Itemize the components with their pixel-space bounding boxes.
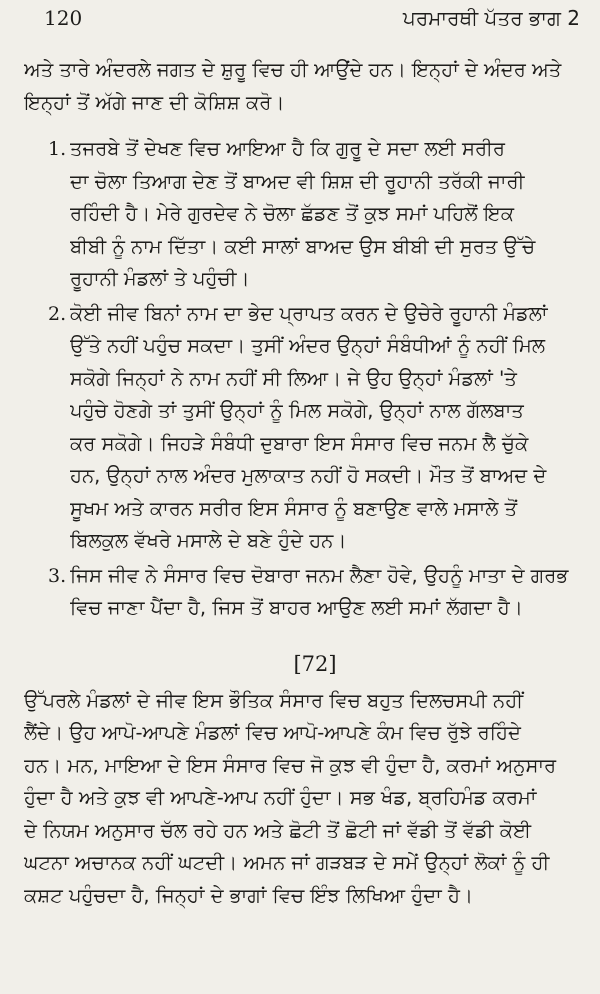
text-line: ਘਟਨਾ ਅਚਾਨਕ ਨਹੀਂ ਘਟਦੀ। ਅਮਨ ਜਾਂ ਗੜਬੜ ਦੇ ਸਮੇਂ ਉਨ੍ਹਾਂ ਲੋਕਾਂ ਨੂੰ ਹੀ xyxy=(24,851,550,874)
text-line: ਦੇ ਨਿਯਮ ਅਨੁਸਾਰ ਚੱਲ ਰਹੇ ਹਨ ਅਤੇ ਛੋਟੀ ਤੋਂ ਛੋਟੀ ਜਾਂ ਵੱਡੀ ਤੋਂ ਵੱਡੀ ਕੋਈ xyxy=(24,818,532,842)
text-line: ਉੱਪਰਲੇ ਮੰਡਲਾਂ ਦੇ ਜੀਵ ਇਸ ਭੌਤਿਕ ਸੰਸਾਰ ਵਿਚ ਬਹੁਤ ਦਿਲਚਸਪੀ ਨਹੀਂ xyxy=(24,688,524,712)
list-item-number: 1. xyxy=(48,138,67,160)
list-item xyxy=(24,298,580,558)
text-line: ਇਨ੍ਹਾਂ ਤੋਂ ਅੱਗੇ ਜਾਣ ਦੀ ਕੋਸ਼ਿਸ਼ ਕਰੋ। xyxy=(24,90,285,114)
running-title: ਪਰਮਾਰਥੀ ਪੱਤਰ ਭਾਗ 2 xyxy=(402,6,580,30)
text-line: ਕਰ ਸਕੋਗੇ। ਜਿਹੜੇ ਸੰਬੰਧੀ ਦੁਬਾਰਾ ਇਸ ਸੰਸਾਰ ਵਿਚ ਜਨਮ ਲੈ ਚੁੱਕੇ xyxy=(70,431,529,455)
page-header xyxy=(44,4,580,34)
text-line: ਰਹਿੰਦੀ ਹੈ। ਮੇਰੇ ਗੁਰਦੇਵ ਨੇ ਚੋਲਾ ਛੱਡਣ ਤੋਂ ਕੁਝ ਸਮਾਂ ਪਹਿਲੋਂ ਇਕ xyxy=(70,202,515,225)
text-line: ਤਜਰਬੇ ਤੋਂ ਦੇਖਣ ਵਿਚ ਆਇਆ ਹੈ ਕਿ ਗੁਰੂ ਦੇ ਸਦਾ ਲਈ ਸਰੀਰ xyxy=(70,137,506,160)
text-line: ਉੱਤੇ ਨਹੀਂ ਪਹੁੰਚ ਸਕਦਾ। ਤੁਸੀਂ ਅੰਦਰ ਉਨ੍ਹਾਂ ਸੰਬੰਧੀਆਂ ਨੂੰ ਨਹੀਂ ਮਿਲ xyxy=(70,334,546,357)
closing-paragraph xyxy=(24,685,580,913)
intro-paragraph xyxy=(24,54,580,119)
text-line: ਹਨ, ਉਨ੍ਹਾਂ ਨਾਲ ਅੰਦਰ ਮੁਲਾਕਾਤ ਨਹੀਂ ਹੋ ਸਕਦੀ। ਮੌਤ ਤੋਂ ਬਾਅਦ ਦੇ xyxy=(70,464,547,487)
list-item-number: 3. xyxy=(48,564,67,587)
list-item xyxy=(24,560,580,625)
text-line: ਲੈਂਦੇ। ਉਹ ਆਪੋ-ਆਪਣੇ ਮੰਡਲਾਂ ਵਿਚ ਆਪੋ-ਆਪਣੇ ਕੰਮ ਵਿਚ ਰੁੱਝੇ ਰਹਿੰਦੇ xyxy=(24,721,521,744)
numbered-list xyxy=(24,133,580,625)
text-line: ਪਹੁੰਚੇ ਹੋਣਗੇ ਤਾਂ ਤੁਸੀਂ ਉਨ੍ਹਾਂ ਨੂੰ ਮਿਲ ਸਕੋਗੇ, ਉਨ੍ਹਾਂ ਨਾਲ ਗੱਲਬਾਤ xyxy=(70,399,524,422)
text-line: ਸੂਖਮ ਅਤੇ ਕਾਰਨ ਸਰੀਰ ਇਸ ਸੰਸਾਰ ਨੂੰ ਬਣਾਉਣ ਵਾਲੇ ਮਸਾਲੇ ਤੋਂ xyxy=(70,496,518,520)
text-line: ਜਿਸ ਜੀਵ ਨੇ ਸੰਸਾਰ ਵਿਚ ਦੋਬਾਰਾ ਜਨਮ ਲੈਣਾ ਹੋਵੇ, ਉਹਨੂੰ ਮਾਤਾ ਦੇ ਗਰਭ xyxy=(70,563,569,587)
text-line: ਕਸ਼ਟ ਪਹੁੰਚਦਾ ਹੈ, ਜਿਨ੍ਹਾਂ ਦੇ ਭਾਗਾਂ ਵਿਚ ਇੰਝ ਲਿਖਿਆ ਹੁੰਦਾ ਹੈ। xyxy=(24,883,474,907)
text-line: ਬੀਬੀ ਨੂੰ ਨਾਮ ਦਿੱਤਾ। ਕਈ ਸਾਲਾਂ ਬਾਅਦ ਉਸ ਬੀਬੀ ਦੀ ਸੁਰਤ ਉੱਚੇ xyxy=(70,234,536,258)
text-line: ਅਤੇ ਤਾਰੇ ਅੰਦਰਲੇ ਜਗਤ ਦੇ ਸ਼ੁਰੂ ਵਿਚ ਹੀ ਆਉਂਦੇ ਹਨ। ਇਨ੍ਹਾਂ ਦੇ ਅੰਦਰ ਅਤੇ xyxy=(24,58,562,81)
text-line: ਬਿਲਕੁਲ ਵੱਖਰੇ ਮਸਾਲੇ ਦੇ ਬਣੇ ਹੁੰਦੇ ਹਨ। xyxy=(70,529,347,552)
section-marker: [72] xyxy=(293,651,337,676)
page-number: 120 xyxy=(44,6,83,30)
text-line: ਹਨ। ਮਨ, ਮਾਇਆ ਦੇ ਇਸ ਸੰਸਾਰ ਵਿਚ ਜੋ ਕੁਝ ਵੀ ਹੁੰਦਾ ਹੈ, ਕਰਮਾਂ ਅਨੁਸਾਰ xyxy=(24,753,557,777)
text-line: ਰੂਹਾਨੀ ਮੰਡਲਾਂ ਤੇ ਪਹੁੰਚੀ। xyxy=(70,267,250,290)
page-content xyxy=(24,54,580,912)
text-line: ਹੁੰਦਾ ਹੈ ਅਤੇ ਕੁਝ ਵੀ ਆਪਣੇ-ਆਪ ਨਹੀਂ ਹੁੰਦਾ। ਸਭ ਖੰਡ, ਬ੍ਰਹਿਮੰਡ ਕਰਮਾਂ xyxy=(24,786,537,809)
text-line: ਦਾ ਚੋਲਾ ਤਿਆਗ ਦੇਣ ਤੋਂ ਬਾਅਦ ਵੀ ਸ਼ਿਸ਼ ਦੀ ਰੂਹਾਨੀ ਤਰੱਕੀ ਜਾਰੀ xyxy=(70,169,525,193)
list-item-number: 2. xyxy=(48,302,67,325)
list-item xyxy=(24,133,580,296)
text-line: ਸਕੋਗੇ ਜਿਨ੍ਹਾਂ ਨੇ ਨਾਮ ਨਹੀਂ ਸੀ ਲਿਆ। ਜੇ ਉਹ ਉਨ੍ਹਾਂ ਮੰਡਲਾਂ 'ਤੇ xyxy=(70,366,517,390)
text-line: ਕੋਈ ਜੀਵ ਬਿਨਾਂ ਨਾਮ ਦਾ ਭੇਦ ਪ੍ਰਾਪਤ ਕਰਨ ਦੇ ਉਚੇਰੇ ਰੂਹਾਨੀ ਮੰਡਲਾਂ xyxy=(70,301,548,325)
text-line: ਵਿਚ ਜਾਣਾ ਪੈਂਦਾ ਹੈ, ਜਿਸ ਤੋਂ ਬਾਹਰ ਆਉਣ ਲਈ ਸਮਾਂ ਲੱਗਦਾ ਹੈ। xyxy=(70,596,523,619)
